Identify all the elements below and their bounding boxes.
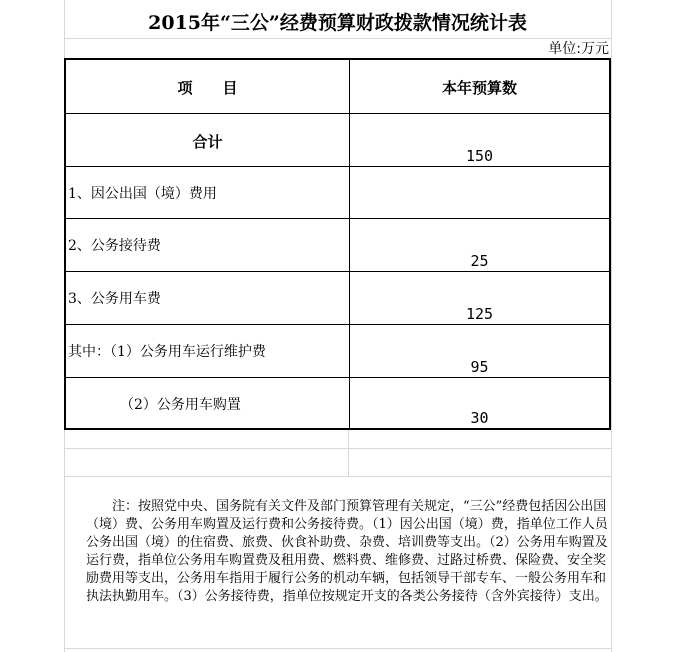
budget-table [64,58,611,430]
row-label: （2）公务用车购置 [120,397,241,413]
row-label: 3、公务用车费 [68,291,161,307]
row-value: 125 [465,305,494,323]
gridline [64,448,611,449]
header-budget: 本年预算数 [441,79,517,97]
page-title: 2015年“三公”经费预算财政拨款情况统计表 [148,12,527,34]
table-row [66,271,609,325]
table-row [66,377,609,429]
unit-label: 单位:万元 [548,41,609,57]
gridline [64,648,611,649]
gridline [348,430,349,476]
row-label: 合计 [192,133,223,151]
gridline [64,38,611,39]
row-label: 1、因公出国（境）费用 [68,186,217,202]
row-value: 150 [465,147,494,165]
gridline [64,476,611,477]
table-row [66,218,609,272]
table-row [66,166,609,219]
table-row [66,324,609,378]
header-item: 项 目 [177,79,238,97]
row-value: 25 [470,252,489,270]
gridline [611,0,612,652]
row-value: 95 [470,358,489,376]
row-value: 30 [470,409,489,427]
row-label: 其中：（1）公务用车运行维护费 [68,344,266,360]
table-header-row [66,60,609,113]
row-label: 2、公务接待费 [68,238,161,254]
table-row [66,113,609,167]
footnote: 注：按照党中央、国务院有关文件及部门预算管理有关规定，“三公”经费包括因公出国（境）费、公务用车购置及运行费和公务接待费。（1）因公出国（境）费，指单位工作人员公务出国（境）的住宿费、旅费、伙食补助费、杂费、培训费等支出。（2）公务用车购置及运行费，指单位公务用车购置费及租用费、燃料费、维修费、过路过桥费、保险费、安全奖励费用等支出，公务用车指用于履行公务的机动车辆，包括领导干部专车、一般公务用车和执法执勤用车。（3）公务接待费，指单位按规定开支的各类公务接待（含外宾接待）支出。 [86,499,608,604]
